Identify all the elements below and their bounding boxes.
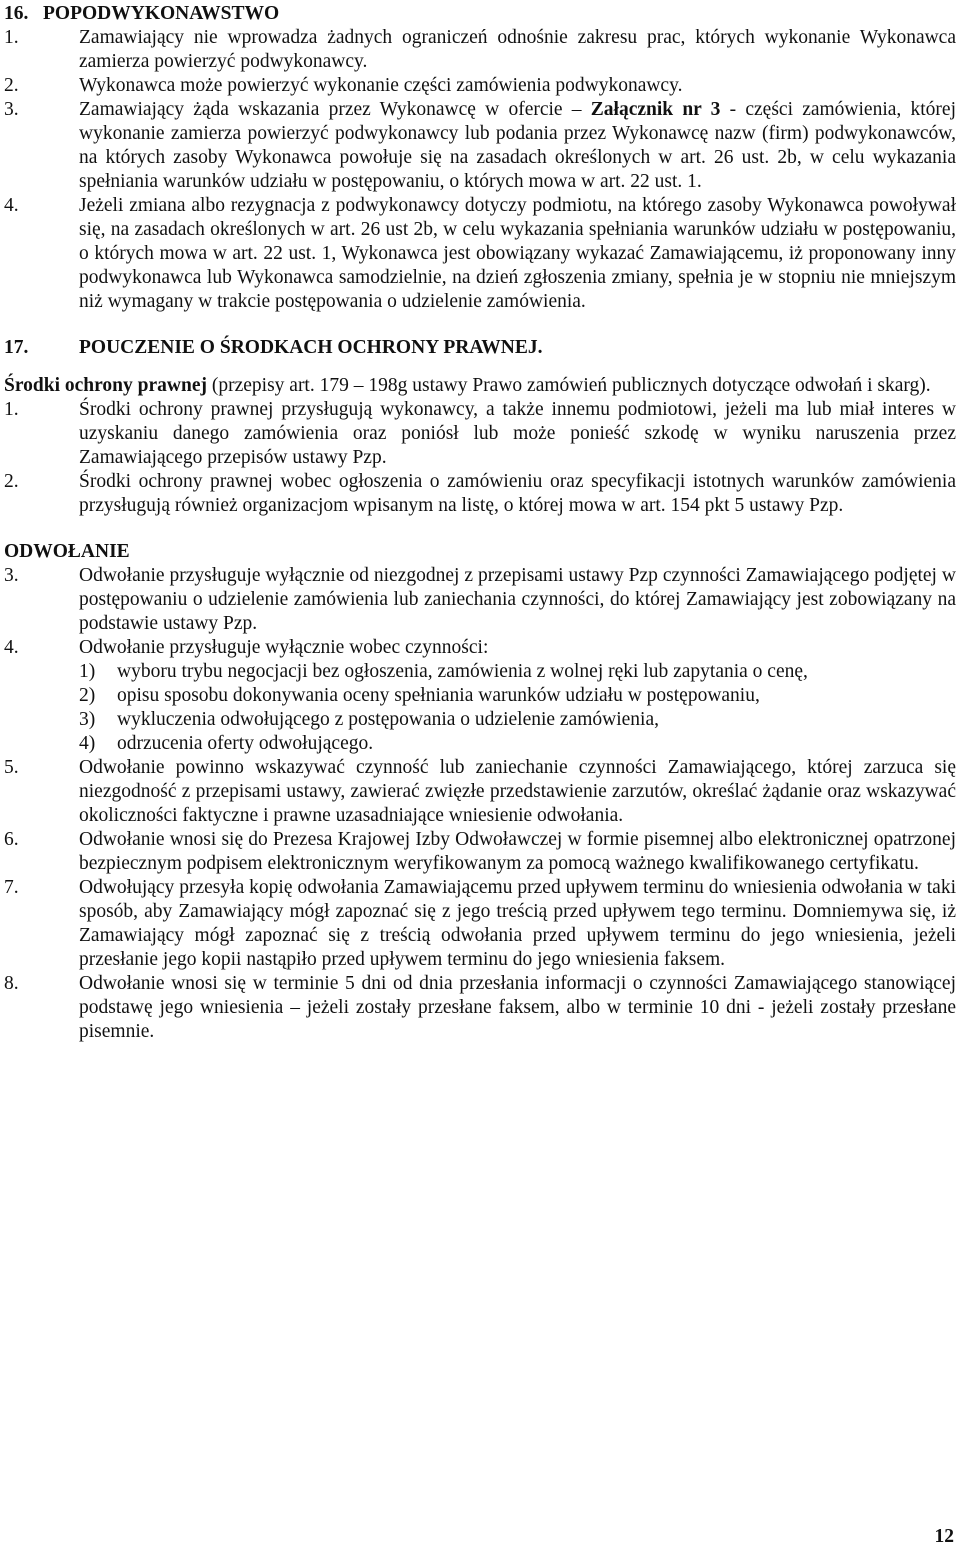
odwolanie-item-4: 4. Odwołanie przysługuje wyłącznie wobec czynności: — [4, 637, 489, 658]
odwolanie-item-3: 3. Odwołanie przysługuje wyłącznie od niezgodnej z przepisami ustawy Pzp czynności Zamawiającego podjętej w postępowaniu o udzielenie zamówienia lub zaniechania czynności, do której Zamawiający jest zobowiązany na podstawie ustawy Pzp. — [4, 565, 956, 634]
odwolanie-item-8: 8. Odwołanie wnosi się w terminie 5 dni od dnia przesłania informacji o czynności Zamawiającego stanowiącej podstawę jego wniesienia – jeżeli zostały przesłane faksem, albo w terminie 10 dni - jeżeli zostały przesłane pisemnie. — [4, 973, 956, 1042]
odwolanie-subitem-3: 3) wykluczenia odwołującego z postępowania o udzielenie zamówienia, — [79, 709, 660, 730]
odwolanie-item-6: 6. Odwołanie wnosi się do Prezesa Krajowej Izby Odwoławczej w formie pisemnej albo elektronicznej opatrzonej bezpiecznym podpisem elektronicznym weryfikowanym za pomocą ważnego kwalifikowanego certyfikatu. — [4, 829, 956, 874]
odwolanie-item-7: 7. Odwołujący przesyła kopię odwołania Zamawiającemu przed upływem terminu do wniesienia odwołania w taki sposób, aby Zamawiający mógł zapoznać się z jego treścią przed upływem tego terminu. Domniemywa się, iż Zamawiający mógł zapoznać się z treścią odwołania przed upływem terminu do jego wniesienia, jeżeli przesłanie jego kopii nastąpiło przed upływem terminu do jego wniesienia faksem. — [4, 877, 956, 970]
document-page — [4, 2, 956, 1044]
section-16-item-2: 2. Wykonawca może powierzyć wykonanie części zamówienia podwykonawcy. — [4, 75, 683, 96]
section-16-item-1: 1. Zamawiający nie wprowadza żadnych ograniczeń odnośnie zakresu prac, których wykonanie Wykonawca zamierza powierzyć podwykonawcy. — [4, 27, 956, 72]
section-17-item-1: 1. Środki ochrony prawnej przysługują wykonawcy, a także innemu podmiotowi, jeżeli ma lub miał interes w uzyskaniu danego zamówienia oraz poniósł lub może ponieść szkodę w wyniku naruszenia przez Zamawiającego przepisów ustawy Pzp. — [4, 399, 956, 468]
attachment-reference: Załącznik nr 3 — [590, 99, 721, 120]
section-16-item-3: 3. Zamawiający żąda wskazania przez Wykonawcę w ofercie – Załącznik nr 3 - części zamówienia, której wykonanie zamierza powierzyć podwykonawcy lub podania przez Wykonawcę nazw (firm) podwykonawców, na których zasoby Wykonawca powołuje się na zasadach określonych w art. 26 ust. 2b, w celu wykazania spełniania warunków udziału w postępowaniu, o których mowa w art. 22 ust. 1. — [4, 99, 956, 192]
section-16-title: 16. POPODWYKONAWSTWO — [4, 3, 280, 24]
odwolanie-subitem-1: 1) wyboru trybu negocjacji bez ogłoszenia, zamówienia z wolnej ręki lub zapytania o cenę, — [79, 661, 808, 682]
section-17-heading: 17. POUCZENIE O ŚRODKACH OCHRONY PRAWNEJ. — [4, 337, 543, 358]
odwolanie-item-5: 5. Odwołanie powinno wskazywać czynność lub zaniechanie czynności Zamawiającego, której zarzuca się niezgodność z przepisami ustawy, zawierać zwięzłe przedstawienie zarzutów, określać żądanie oraz wskazywać okoliczności faktyczne i prawne uzasadniające wniesienie odwołania. — [4, 757, 956, 826]
section-16-item-4: 4. Jeżeli zmiana albo rezygnacja z podwykonawcy dotyczy podmiotu, na którego zasoby Wykonawca powoływał się, na zasadach określonych w art. 26 ust 2b, w celu wykazania spełniania warunków udziału w postępowaniu, o których mowa w art. 22 ust. 1, Wykonawca jest obowiązany wykazać Zamawiającemu, iż proponowany inny podwykonawca lub Wykonawca samodzielnie, na dzień zgłoszenia zmiany, spełnia je w stopniu nie mniejszym niż wymagany w trakcie postępowania o udzielenie zamówienia. — [4, 195, 956, 312]
section-17-intro: Środki ochrony prawnej (przepisy art. 179 – 198g ustawy Prawo zamówień publicznych dotyczące odwołań i skarg). — [4, 375, 931, 396]
section-16-heading — [4, 2, 956, 26]
section-17-item-2: 2. Środki ochrony prawnej wobec ogłoszenia o zamówieniu oraz specyfikacji istotnych warunków zamówienia przysługują również organizacjom wpisanym na listę, o której mowa w art. 154 pkt 5 ustawy Pzp. — [4, 471, 956, 516]
odwolanie-subitem-2: 2) opisu sposobu dokonywania oceny spełniania warunków udziału w postępowaniu, — [79, 685, 760, 706]
page-number: 12 — [934, 1526, 954, 1547]
odwolanie-subitem-4: 4) odrzucenia oferty odwołującego. — [79, 733, 374, 754]
odwolanie-heading: ODWOŁANIE — [4, 541, 130, 562]
